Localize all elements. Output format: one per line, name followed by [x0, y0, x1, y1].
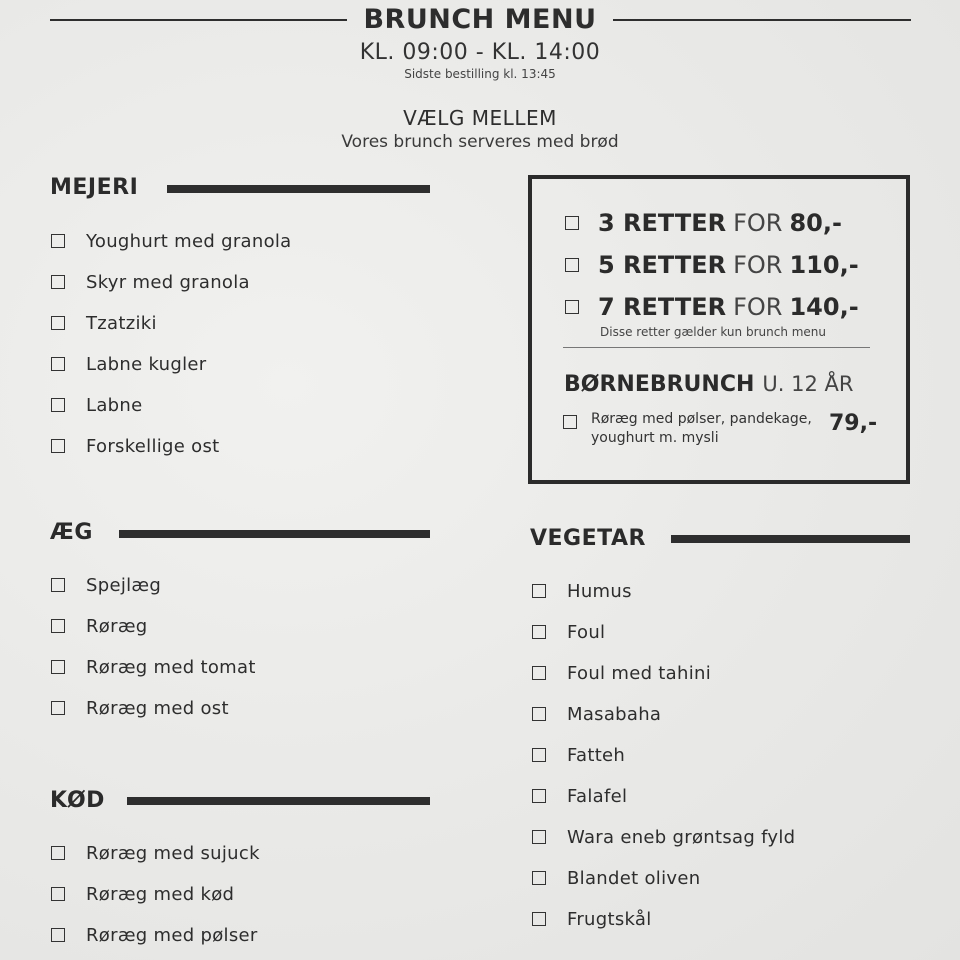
- section-title-vegetar: VEGETAR: [530, 526, 646, 551]
- checkbox[interactable]: [563, 415, 577, 429]
- menu-item-label: Spejlæg: [86, 574, 162, 596]
- kids-brunch-label: BØRNEBRUNCH: [564, 372, 755, 397]
- kids-age-label: U. 12 ÅR: [762, 372, 854, 396]
- section-title-aeg: ÆG: [50, 520, 93, 545]
- price-value: 110,-: [789, 251, 859, 279]
- price-value: 140,-: [789, 293, 859, 321]
- menu-item-forskellige-ost[interactable]: [51, 434, 220, 458]
- checkbox[interactable]: [532, 789, 546, 803]
- menu-item-label: Humus: [567, 580, 632, 602]
- checkbox[interactable]: [532, 871, 546, 885]
- menu-item-label: Røræg med tomat: [86, 656, 256, 678]
- menu-item-skyr-med-granola[interactable]: [51, 270, 250, 294]
- section-rule-kod: [127, 797, 430, 805]
- menu-item-label: Røræg med pølser: [86, 924, 258, 946]
- menu-item-label: Wara eneb grøntsag fyld: [567, 826, 796, 848]
- checkbox[interactable]: [51, 660, 65, 674]
- for-label: FOR: [733, 293, 783, 321]
- price-option-5-courses[interactable]: [565, 250, 859, 280]
- checkbox[interactable]: [51, 846, 65, 860]
- checkbox[interactable]: [51, 701, 65, 715]
- checkbox[interactable]: [51, 316, 65, 330]
- menu-item-roraeg-med-polser[interactable]: [51, 923, 258, 947]
- menu-item-fatteh[interactable]: [532, 743, 625, 767]
- menu-item-label: Forskellige ost: [86, 435, 220, 457]
- section-rule-aeg: [119, 530, 430, 538]
- checkbox[interactable]: [565, 216, 579, 230]
- courses-label: 5 RETTER: [598, 251, 727, 279]
- menu-item-label: Foul: [567, 621, 606, 643]
- menu-item-foul-med-tahini[interactable]: [532, 661, 711, 685]
- page-title: BRUNCH MENU: [363, 4, 597, 35]
- section-rule-vegetar: [671, 535, 910, 543]
- menu-item-roraeg-med-tomat[interactable]: [51, 655, 256, 679]
- checkbox[interactable]: [565, 300, 579, 314]
- kids-brunch-price: 79,-: [829, 411, 878, 436]
- menu-item-label: Tzatziki: [86, 312, 157, 334]
- menu-item-roraeg-med-ost[interactable]: [51, 696, 229, 720]
- menu-item-label: Labne kugler: [86, 353, 207, 375]
- menu-item-label: Røræg: [86, 615, 148, 637]
- checkbox[interactable]: [532, 748, 546, 762]
- checkbox[interactable]: [51, 928, 65, 942]
- menu-item-youghurt-med-granola[interactable]: [51, 229, 292, 253]
- menu-item-label: Røræg med sujuck: [86, 842, 260, 864]
- bread-subtitle: Vores brunch serveres med brød: [341, 132, 619, 152]
- price-option-7-courses[interactable]: [565, 292, 859, 322]
- menu-item-label: Youghurt med granola: [86, 230, 292, 252]
- checkbox[interactable]: [51, 234, 65, 248]
- menu-item-foul[interactable]: [532, 620, 605, 644]
- checkbox[interactable]: [51, 887, 65, 901]
- menu-item-falafel[interactable]: [532, 784, 627, 808]
- price-box-divider: [563, 347, 870, 348]
- checkbox[interactable]: [532, 625, 546, 639]
- section-rule-mejeri: [167, 185, 430, 193]
- menu-item-label: Labne: [86, 394, 143, 416]
- menu-item-label: Frugtskål: [567, 908, 652, 930]
- checkbox[interactable]: [51, 398, 65, 412]
- checkbox[interactable]: [51, 275, 65, 289]
- section-title-mejeri: MEJERI: [50, 175, 139, 200]
- checkbox[interactable]: [532, 830, 546, 844]
- menu-item-spejlaeg[interactable]: [51, 573, 161, 597]
- last-order-note: Sidste bestilling kl. 13:45: [404, 67, 556, 81]
- menu-item-roraeg-med-kod[interactable]: [51, 882, 234, 906]
- menu-item-roraeg[interactable]: [51, 614, 148, 638]
- menu-item-label: Masabaha: [567, 703, 662, 725]
- kids-brunch-title: [564, 372, 853, 397]
- menu-item-label: Røræg med ost: [86, 697, 229, 719]
- menu-item-frugtskal[interactable]: [532, 907, 652, 931]
- kids-brunch-description: [591, 410, 812, 448]
- menu-item-labne-kugler[interactable]: [51, 352, 206, 376]
- for-label: FOR: [733, 209, 783, 237]
- checkbox[interactable]: [51, 619, 65, 633]
- courses-label: 3 RETTER: [598, 209, 727, 237]
- checkbox[interactable]: [532, 707, 546, 721]
- for-label: FOR: [733, 251, 783, 279]
- menu-item-roraeg-med-sujuck[interactable]: [51, 841, 260, 865]
- checkbox[interactable]: [565, 258, 579, 272]
- checkbox[interactable]: [51, 578, 65, 592]
- checkbox[interactable]: [51, 439, 65, 453]
- checkbox[interactable]: [532, 584, 546, 598]
- checkbox[interactable]: [51, 357, 65, 371]
- courses-label: 7 RETTER: [598, 293, 727, 321]
- menu-item-label: Blandet oliven: [567, 867, 701, 889]
- choose-heading: VÆLG MELLEM: [403, 106, 557, 130]
- kids-description-line: youghurt m. mysli: [591, 430, 719, 446]
- menu-item-label: Falafel: [567, 785, 628, 807]
- menu-item-label: Røræg med kød: [86, 883, 235, 905]
- menu-item-humus[interactable]: [532, 579, 632, 603]
- menu-item-tzatziki[interactable]: [51, 311, 157, 335]
- menu-item-label: Fatteh: [567, 744, 626, 766]
- menu-item-label: Foul med tahini: [567, 662, 712, 684]
- price-value: 80,-: [789, 209, 842, 237]
- checkbox[interactable]: [532, 912, 546, 926]
- menu-item-wara-eneb[interactable]: [532, 825, 795, 849]
- menu-item-labne[interactable]: [51, 393, 142, 417]
- checkbox[interactable]: [532, 666, 546, 680]
- menu-item-masabaha[interactable]: [532, 702, 661, 726]
- opening-hours: KL. 09:00 - KL. 14:00: [359, 40, 601, 65]
- kids-description-line: Røræg med pølser, pandekage,: [591, 411, 812, 427]
- price-option-3-courses[interactable]: [565, 208, 842, 238]
- menu-item-blandet-oliven[interactable]: [532, 866, 700, 890]
- menu-item-label: Skyr med granola: [86, 271, 250, 293]
- price-note: Disse retter gælder kun brunch menu: [600, 325, 827, 339]
- section-title-kod: KØD: [50, 788, 105, 813]
